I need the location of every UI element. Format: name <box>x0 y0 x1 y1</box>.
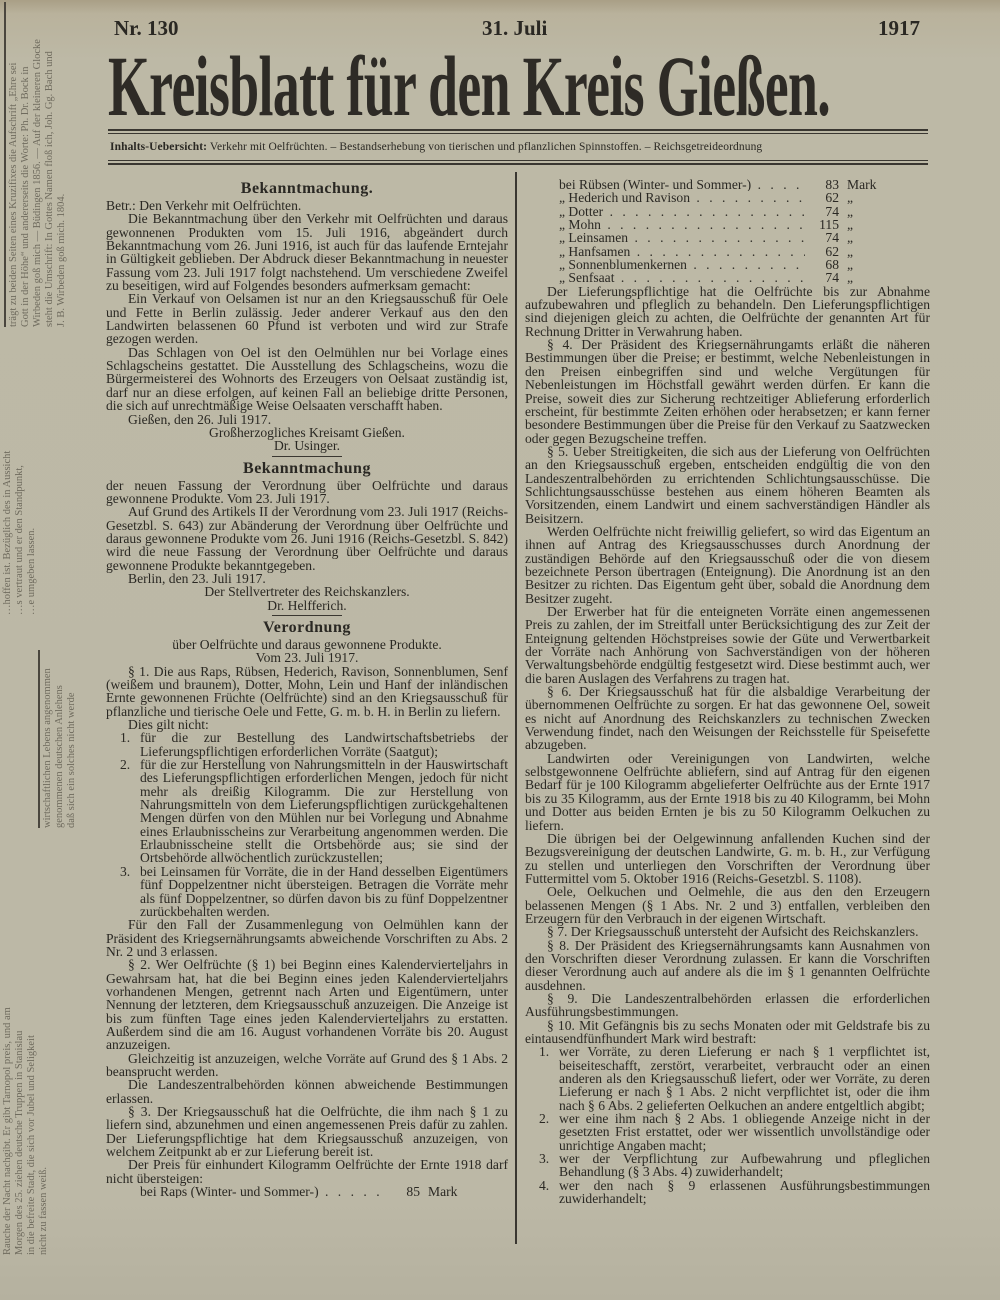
paragraph: § 3. Der Kriegsausschuß hat die Oelfrüchte, die ihm nach § 1 zu liefern sind, abzunehmen und einen angemessenen Preis dafür zu zahlen. Der Lieferungspflichtige hat dem Kriegsausschuß anzuzeigen, von welchem Zeitpunkt ab er zur Lieferung bereit ist. <box>106 1104 508 1160</box>
list-item <box>539 1112 930 1152</box>
paragraph: Werden Oelfrüchte nicht freiwillig geliefert, so wird das Eigentum an ihnen auf Antrag des Kriegsausschusses durch Anordnung der zuständigen Behörde auf den Kriegsausschuß oder die von diesem bezeichnete Person übertragen (Enteignung). Die Anordnung ist an den Besitzer zu richten. Das Eigentum geht über, sobald die Anordnung dem Besitzer zugeht. <box>525 523 930 606</box>
margin-line: daß sich ein solches nicht werde <box>66 692 77 828</box>
price-value: 62 <box>825 190 839 206</box>
contents-label: Inhalts-Uebersicht: <box>110 141 208 153</box>
price-label: „ Mohn . . . <box>559 218 805 231</box>
paragraph: § 7. Der Kriegsausschuß untersteht der Aufsicht des Reichskanzlers. <box>547 924 919 940</box>
list-number: 1. <box>539 1044 550 1060</box>
issue-number: Nr. 130 <box>114 16 179 40</box>
issue-year: 1917 <box>878 16 920 40</box>
contents-text: Verkehr mit Oelfrüchten. – Bestandserhebung von tierischen und pflanzlichen Spinnstoffen. – Reichsgetreideordnung <box>209 141 763 153</box>
list-text: bei Leinsamen für Vorräte, die in der Hand desselben Eigentümers fünf Doppelzentner nicht übersteigen. Betragen die Vorräte mehr als fünf Doppelzentner, so dürfen davon bis zu fünf Doppelzentner zurückbehalten werden. <box>140 863 508 919</box>
paragraph: § 10. Mit Gefängnis bis zu sechs Monaten oder mit Geldstrafe bis zu eintausendfünfhundert Mark wird bestraft: <box>525 1017 930 1046</box>
price-row <box>559 191 889 204</box>
paragraph: § 1. Die aus Raps, Rübsen, Hederich, Ravison, Sonnenblumen, Senf (weißem und braunem), Dotter, Mohn, Lein und Hanf der inländischen Ernte gewonnenen Früchte (Oelfrüchte) sind an den Kriegsausschuß für pflanzliche und tierische Oele und Fette, G. m. b. H. in Berlin zu liefern. <box>106 663 508 719</box>
price-row <box>559 178 889 191</box>
price-label: „ Leinsamen . . . <box>559 231 805 244</box>
column-divider <box>515 172 517 1244</box>
list-number: 1. <box>120 730 131 746</box>
section-divider <box>272 456 342 457</box>
paragraph: Der Lieferungspflichtige hat die Oelfrüchte bis zur Abnahme aufzubewahren und pfleglich zu behandeln. Den Lieferungspflichtigen sind diejenigen gleich zu achten, die Oelfrüchte der genannten Art für Rechnung Dritter in Verwahrung haben. <box>525 283 930 339</box>
price-value: 85 <box>406 1184 420 1200</box>
paragraph: Der Erwerber hat für die enteigneten Vorräte einen angemessenen Preis zu zahlen, der im Streitfall unter Berücksichtigung des zur Zeit der Enteignung geltenden Höchstpreises sowie der Güte und Verwertbarkeit der Vorräte nach Anhörung von Sachverständigen von der höheren Verwaltungsbehörde endgültig festgesetzt wird. Diese bestimmt auch, wer die baren Auslagen des Verfahrens zu tragen hat. <box>525 604 930 686</box>
price-row <box>559 245 889 258</box>
paragraph: Landwirten oder Vereinigungen von Landwirten, welche selbstgewonnene Oelfrüchte abliefern, sind auf Antrag für den eigenen Bedarf für je 100 Kilogramm abgelieferter Oelfrüchte aus der Ernte 1917 bis zu 35 Kilogramm, aus der Ernte 1918 bis zu 40 Kilogramm, bei Mohn und Dotter aus beiden Ernten je bis zu 50 Kilogramm Oelkuchen zu liefern. <box>525 750 930 833</box>
list-text: wer eine ihm nach § 2 Abs. 1 obliegende Anzeige nicht in der gesetzten Frist erstattet, oder wer wissentlich unvollständige oder unrichtige Angaben macht; <box>559 1111 930 1153</box>
price-value: 115 <box>819 217 839 233</box>
margin-line: nicht zu fassen weiß. <box>38 1166 49 1255</box>
price-row <box>559 218 889 231</box>
list-item <box>539 1179 930 1206</box>
table-of-contents <box>110 141 930 153</box>
price-value: 83 <box>825 177 839 192</box>
signature-line: Dr. Helfferich. <box>267 597 347 613</box>
margin-line: trägt zu beiden Seiten eines Kruzifixes die Aufschrift „Ehre sei <box>8 62 19 327</box>
centered-line: über Oelfrüchte und daraus gewonnene Produkte. <box>172 636 442 652</box>
price-unit: „ <box>847 257 854 273</box>
paragraph: Die Landeszentralbehörden können abweichende Bestimmungen erlassen. <box>106 1077 508 1106</box>
paragraph: Oele, Oelkuchen und Oelmehle, die aus den den Erzeugern belassenen Mengen (§ 1 Abs. Nr. 2 und 3) entfallen, verbleiben den Erzeugern für den Verbrauch in der eigenen Wirtschaft. <box>525 884 930 926</box>
margin-line: …hoffen ist. Bezüglich des in Aussicht <box>2 450 13 615</box>
price-label: bei Rübsen (Winter- und Sommer-) . . . <box>559 178 805 191</box>
price-label: „ Dotter . . . <box>559 205 805 218</box>
margin-rule <box>4 2 6 327</box>
price-label: „ Sonnenblumenkernen . . . <box>559 258 805 271</box>
divider <box>108 163 928 165</box>
list-number: 2. <box>539 1111 550 1127</box>
margin-line: …e umgeben lassen. <box>26 527 37 615</box>
masthead-meta <box>112 16 920 40</box>
price-unit: „ <box>847 230 854 246</box>
price-label: bei Raps (Winter- und Sommer-) . . . <box>140 1185 386 1198</box>
bleed-through-margin-bottom-upper <box>36 650 78 828</box>
price-unit: „ <box>847 190 854 206</box>
signature-line: Dr. Usinger. <box>273 438 341 454</box>
bleed-through-margin-bottom-lower <box>2 835 50 1255</box>
price-value: 62 <box>825 243 839 259</box>
newspaper-title: Kreisblatt für den Kreis Gießen. <box>108 38 831 134</box>
list-text: wer den nach § 9 erlassenen Ausführungsbestimmungen zuwiderhandelt; <box>559 1177 930 1207</box>
price-row <box>559 205 889 218</box>
list-item <box>120 865 508 918</box>
margin-line: in die befreite Stadt, die sich vor Jubel und Seligkeit <box>26 1035 37 1255</box>
paragraph: Die übrigen bei der Oelgewinnung anfallenden Kuchen sind der Bezugsvereinigung der deutschen Landwirte, G. m. b. H., zur Verfügung zu stellen und unterliegen den Vorschriften der Verordnung über Futtermittel vom 5. Oktober 1916 (Reichs-Gesetzbl. S. 1108). <box>525 830 930 886</box>
paragraph: der neuen Fassung der Verordnung über Oelfrüchte und daraus gewonnene Produkte. Vom 23. Juli 1917. <box>106 477 508 506</box>
price-unit: „ <box>847 203 854 219</box>
price-value: 74 <box>825 230 839 246</box>
paragraph: § 4. Der Präsident des Kriegsernährungamts erläßt die näheren Bestimmungen über die Preise; er bestimmt, welche Nebenleistungen in den Preisen einbegriffen sind und welche Vergütungen für Nebenleistungen im Höchstfall gewährt werden dürfen. Er kann die Preise, soweit dies zur Sicherung rechtzeitiger Ablieferung erforderlich erscheint, für bestimmte Zeiten erhöhen oder herabsetzen; er kann ferner besondere Bestimmungen über die Preise für den Verkauf zu Saatzwecken oder gegen Bezugscheine treffen. <box>525 337 930 446</box>
price-value: 74 <box>825 270 839 286</box>
price-unit: „ <box>847 243 854 259</box>
price-label: „ Hederich und Ravison . . . <box>559 191 805 204</box>
bleed-through-margin-top-upper <box>2 2 68 327</box>
list-number: 3. <box>539 1151 550 1167</box>
margin-line: wirtschaftlichen Lebens angenommen <box>42 668 53 828</box>
price-label: „ Senfsaat . . . <box>559 271 805 284</box>
list-number: 2. <box>120 757 131 773</box>
paragraph: Das Schlagen von Oel ist den Oelmühlen nur bei Vorlage eines Schlagscheins gestattet. Die Ausstellung des Schlagscheins, wozu die Bürgermeisterei des Wohnorts des Erzeugers von Oelsaat zuständig ist, darf nur an diese erfolgen, auf keinen Fall an beliebige dritte Personen, die sich auf unrechtmäßige Weise Oelsaaten verschafft haben. <box>106 344 508 414</box>
paragraph: § 6. Der Kriegsausschuß hat für die alsbaldige Verarbeitung der übernommenen Oelfrüchte zu sorgen. Er hat das gewonnene Oel, soweit es nicht auf Anordnung des Reichskanzlers zu technischen Zwecken Verwendung findet, nach den Weisungen der Reichsstelle für Speisefette abzugeben. <box>525 684 930 753</box>
list-text: für die zur Herstellung von Nahrungsmitteln in der Hauswirtschaft des Lieferungspflichtigen erforderlichen Mengen, jedoch für nicht mehr als dreißig Kilogramm. Die zur Herstellung von Nahrungsmitteln von dem Lieferungspflichtigen zurückgehaltenen Mengen dürfen von den Mühlen nur bei Vorlegung und Abnahme eines Erlaubnisscheins zur Verarbeitung angenommen werden. Die Erlaubnisscheine stellt die Ortsbehörde aus; sie sind der Ortsbehörde allwöchentlich zurückzustellen; <box>140 757 508 866</box>
margin-line: J. B. Wirbeden goß mich. 1804. <box>56 193 67 327</box>
paragraph: Gießen, den 26. Juli 1917. <box>128 411 272 427</box>
section-divider <box>272 615 342 616</box>
paragraph: Gleichzeitig ist anzuzeigen, welche Vorräte auf Grund des § 1 Abs. 2 beansprucht werden. <box>106 1050 508 1079</box>
price-row <box>559 231 889 244</box>
paragraph: § 2. Wer Oelfrüchte (§ 1) bei Beginn eines Kalendervierteljahrs in Gewahrsam hat, hat die bei Beginn eines jeden Kalendervierteljahrs vorhandenen Mengen, getrennt nach Arten und Eigentümern, unter Nennung der letzteren, dem Kriegsausschuß anzuzeigen. Die Anzeige ist bis zum fünften Tage eines jeden Kalendervierteljahrs zu erstatten. Außerdem sind die am 16. August vorhandenen Vorräte bis 20. August anzuzeigen. <box>106 957 508 1053</box>
list-text: für die zur Bestellung des Landwirtschaftsbetriebs der Lieferungspflichtigen erforderlichen Vorräte (Saatgut); <box>140 730 508 759</box>
price-value: 68 <box>825 257 839 273</box>
paragraph: Der Preis für einhundert Kilogramm Oelfrüchte der Ernte 1918 darf nicht übersteigen: <box>106 1157 508 1186</box>
margin-line: Morgen des 25. ziehen deutsche Truppen in Stanislau <box>14 1030 25 1255</box>
margin-line: genommenen deutschen Anlehens <box>54 685 65 828</box>
price-unit: Mark <box>428 1184 458 1200</box>
right-column <box>525 178 930 1205</box>
price-value: 74 <box>825 203 839 219</box>
margin-line: Rauche der Nacht nachgibt. Er gibt Tarnopol preis, und am <box>2 1007 13 1255</box>
signature-line: Großherzogliches Kreisamt Gießen. <box>209 424 405 440</box>
paragraph: Berlin, den 23. Juli 1917. <box>128 570 266 586</box>
price-row <box>140 1185 470 1198</box>
price-unit: „ <box>847 217 854 233</box>
price-unit: Mark <box>847 177 877 192</box>
paragraph: Die Bekanntmachung über den Verkehr mit Oelfrüchten und daraus gewonnenen Produkten vom 15. Juli 1916, abgeändert durch Bekanntmachung vom 26. Juni 1916, ist auch für das laufende Erntejahr in Gültigkeit geblieben. Der Abdruck dieser Bekanntmachung in neuester Fassung vom 23. Juli 1917 folgt nachstehend. Um verschiedene Zweifel zu beseitigen, wird auf Folgendes besonders aufmerksam gemacht: <box>106 211 508 294</box>
paragraph: § 8. Der Präsident des Kriegsernährungsamts kann Ausnahmen von den Vorschriften dieser Verordnung zulassen. Er kann die Vorschriften dieser Verordnung auch auf andere als die im § 1 genannten Oelfrüchte ausdehnen. <box>525 937 930 993</box>
price-row <box>559 258 889 271</box>
paragraph: Auf Grund des Artikels II der Verordnung vom 23. Juli 1917 (Reichs-Gesetzbl. S. 643) zur Abänderung der Verordnung über Oelfrüchte und daraus gewonnene Produkte vom 26. Juni 1916 (Reichs-Gesetzbl. S. 842) wird die neue Fassung der Verordnung über Oelfrüchte und daraus gewonnene Produkte bekanntgegeben. <box>106 504 508 573</box>
price-unit: „ <box>847 270 854 286</box>
paragraph: Betr.: Den Verkehr mit Oelfrüchten. <box>106 198 302 213</box>
section-heading: Bekanntmachung. <box>240 180 374 197</box>
paragraph: Für den Fall der Zusammenlegung von Oelmühlen kann der Präsident des Kriegsernährungsamts abweichende Vorschriften zu Abs. 2 Nr. 2 und 3 erlassen. <box>106 917 508 959</box>
bleed-through-margin-top-lower <box>2 335 38 615</box>
list-text: wer Vorräte, zu deren Lieferung er nach § 1 verpflichtet ist, beiseiteschafft, zerstört, verarbeitet, verbraucht oder an einen anderen als den Kriegsausschuß liefert, oder wer Vorräte, zu deren Lieferung er nach § 1 Abs. 2 nicht verpflichtet ist, oder die ihm nach § 6 Abs. 2 gelieferten Oelkuchen an andere entgeltlich abgibt; <box>559 1044 930 1113</box>
list-item <box>539 1152 930 1179</box>
price-row <box>559 271 889 284</box>
list-item <box>539 1045 930 1112</box>
margin-line: Gott in der Höhe“ und andererseits die Worte: Ph. Dr. Bock in <box>20 66 31 327</box>
margin-line: …s vertraut und er den Standpunkt, <box>14 465 25 615</box>
issue-date: 31. Juli <box>482 16 548 40</box>
list-text: wer der Verpflichtung zur Aufbewahrung und pfleglichen Behandlung (§ 3 Abs. 4) zuwiderhandelt; <box>559 1151 930 1180</box>
divider <box>108 160 928 161</box>
signature-line: Der Stellvertreter des Reichskanzlers. <box>204 584 410 600</box>
price-label: „ Hanfsamen . . . <box>559 245 805 258</box>
list-item <box>120 758 508 865</box>
margin-line: steht die Umschrift: In Gottes Namen floß ich, Joh. Gg. Bach und <box>44 51 55 327</box>
centered-line: Vom 23. Juli 1917. <box>255 650 359 666</box>
section-heading: Bekanntmachung <box>243 459 371 477</box>
paragraph: § 5. Ueber Streitigkeiten, die sich aus der Lieferung von Oelfrüchten an den Kriegsausschuß ergeben, entscheiden endgültig die von den Landeszentralbehörden zu errichtenden Schlichtungsausschüsse. Die Schlichtungsausschüsse bestehen aus einem höheren Beamten als Vorsitzenden, einem Landwirt und einem sachverständigen Händler als Beisitzern. <box>525 443 930 526</box>
paragraph: Dies gilt nicht: <box>128 717 209 733</box>
divider <box>108 133 928 134</box>
paragraph: Ein Verkauf von Oelsamen ist nur an den Kriegsausschuß für Oele und Fette in Berlin zulässig. Jeder anderer Verkauf aus den den Landwirten belassenen 60 Pfund ist verboten und wird zur Strafe gezogen werden. <box>106 291 508 347</box>
margin-line: Wirbeden goß mich — Büdingen 1856. — Auf der kleineren Glocke <box>32 39 43 327</box>
list-number: 3. <box>120 863 131 879</box>
paragraph: § 9. Die Landeszentralbehörden erlassen die erforderlichen Ausführungsbestimmungen. <box>525 990 930 1020</box>
divider <box>108 129 928 131</box>
left-column <box>106 178 508 1198</box>
list-number: 4. <box>539 1177 550 1193</box>
section-heading: Verordnung <box>263 618 351 636</box>
margin-rule <box>38 650 40 828</box>
list-item <box>120 731 508 758</box>
